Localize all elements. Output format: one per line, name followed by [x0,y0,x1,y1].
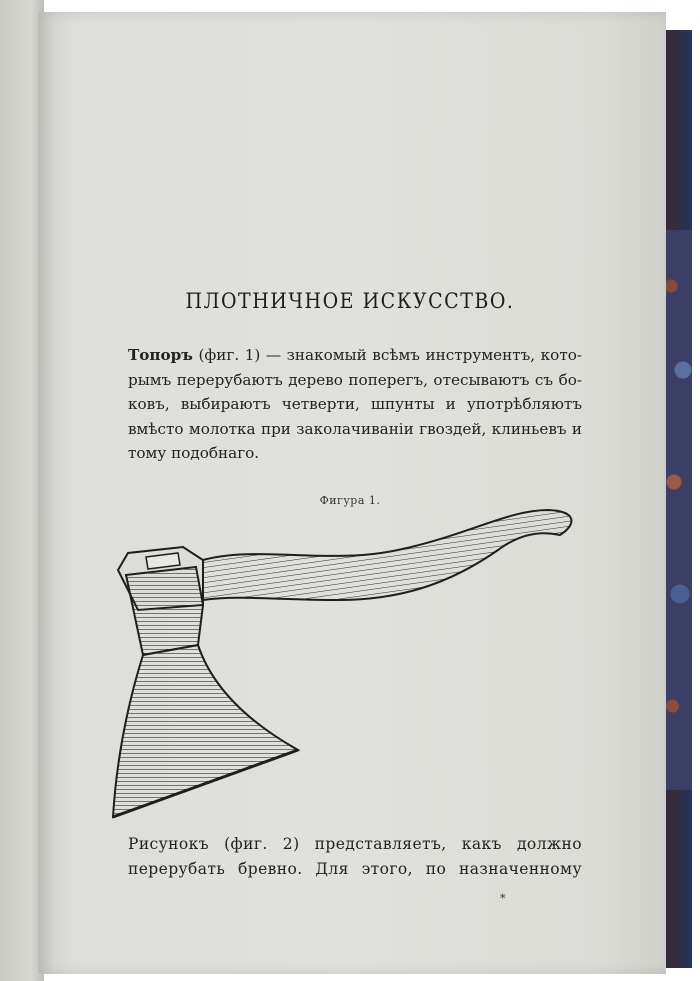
figure-caption: Фигура 1. [319,494,381,507]
term-axe: Топоръ [128,346,193,364]
paragraph-line: рымъ перерубаютъ дерево поперегъ, отесываютъ съ бо- [128,370,582,389]
axe-illustration [108,505,578,825]
book-page [38,12,666,974]
paragraph-axe-description [128,343,582,466]
footnote-mark: * [500,892,506,905]
marbled-cover-edge [662,230,692,790]
page-title: ПЛОТНИЧНОЕ ИСКУССТВО. [185,288,515,314]
paragraph-line: перерубать бревно. Для этого, по назначенному [128,859,582,878]
paragraph-line: Рисунокъ (фиг. 2) представляетъ, какъ должно [128,835,582,853]
paragraph-line: тому подобнаго. [128,444,260,462]
paragraph-log-cutting [128,832,582,881]
paragraph-line: вмѣсто молотка при заколачиваніи гвоздей, клиньевъ и [128,419,582,438]
paragraph-line: Топоръ (фиг. 1) — знакомый всѣмъ инструментъ, кото- [128,346,582,364]
paragraph-line: ковъ, выбираютъ четверти, шпунты и употрѣбляютъ [128,395,582,413]
